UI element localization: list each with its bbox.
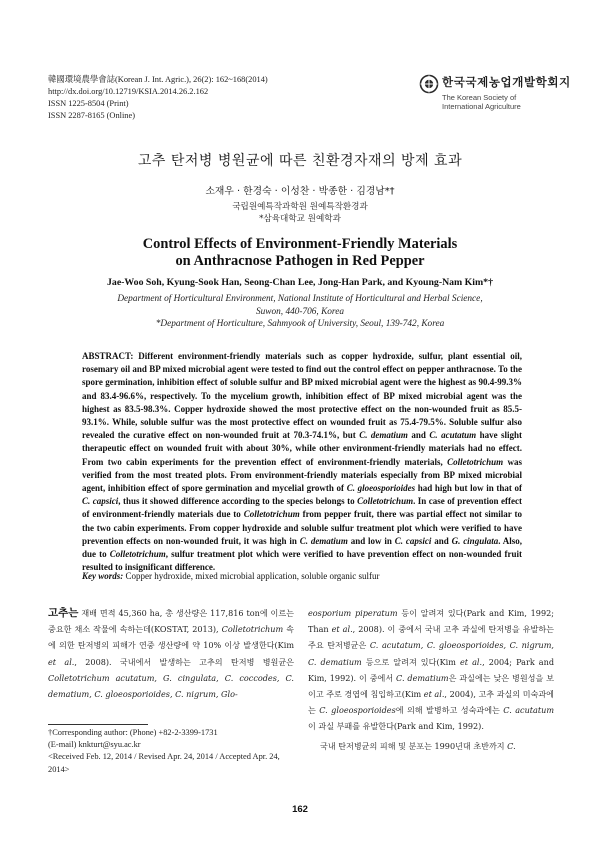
society-name-english: The Korean Society of International Agriculture [442,93,521,111]
abstract-text: from pepper fruit, there was partial effect not similar to the two cabin experiments. From copper hydroxide and soluble sulfur treatment plot which were verified to have prevention effects on non-wounded fruit, it was high in [82,509,522,546]
citation-etal: et al [331,624,351,635]
citation-etal: et al [423,689,442,700]
body-paragraph [308,605,554,735]
issn-print: ISSN 1225-8504 (Print) [48,99,129,108]
english-affiliations [0,293,600,331]
keywords-label: Key words: [82,571,124,581]
footnote [48,727,298,776]
korean-affiliation: 국립원예특작과학원 원예특작환경과 [232,202,368,212]
species-name: C. capsici [394,535,432,546]
abstract [82,350,522,574]
journal-citation [48,74,268,122]
species-name: C. capsici [82,496,119,507]
species-name: C. acutatum [503,705,554,716]
lead-word: 고추는 [48,607,79,619]
body-text: 등이 알려져 있다(Park and Kim, 1992; Than [308,608,554,635]
species-name: Colletotrichum [109,549,166,560]
citation-etal: et al [459,656,480,667]
korean-title: 고추 탄저병 병원균에 따른 친환경자재의 방제 효과 [137,153,463,169]
abstract-text: and [434,535,449,546]
corresponding-author: †Corresponding author: (Phone) +82-2-3399-1731 [48,728,218,737]
korean-affiliation: *삼육대학교 원예학과 [259,214,341,224]
body-text: ., 2004; Park and Kim, 1992). 이 중에서 [308,656,555,683]
english-affiliation: Suwon, 440-706, Korea [256,306,344,317]
abstract-text: and low in [350,535,392,546]
body-text: ., 2008). 이 중에서 국내 고추 과실에 탄저병을 유발하는 주요 탄저병균은 [308,624,554,651]
species-name: Colletotrichum [243,509,300,520]
society-logo [419,74,571,118]
abstract-text: . Also, due to [82,535,523,560]
species-name: G. cingulata [451,535,499,546]
society-name-korean: 한국국제농업개발학회지 [442,75,571,89]
body-column-left [48,605,294,702]
species-name: C. dematium [396,672,449,683]
body-text: 등으로 알려져 있다(Kim [365,656,456,667]
journal-name-line: 韓國環境農學會誌(Korean J. Int. Agric.), 26(2): 162~168(2014) [48,75,268,84]
species-name: Colletotrichum acutatum, G. cingulata, C. coccodes, C. dematium, C. gloeosporioides, C. nigrum, Glo- [48,672,294,700]
doi-link[interactable]: http://dx.doi.org/10.12719/KSIA.2014.26.2.162 [48,87,209,96]
species-name: C. dematium [359,430,408,441]
abstract-text: was verified from the most treated plots. From environment-friendly materials especially from BP mixed microbial agent, inhibition effect of spore germination and mycelial growth of [82,456,523,494]
abstract-text: have slight therapeutic effect on wounded fruit with about 30%, while other environment-friendly materials had no effect. From two cabin experiments for the prevention effect of environment-friendly materials, [82,430,523,467]
keywords-text: Copper hydroxide, mixed microbial application, soluble organic sulfur [125,571,380,581]
abstract-text: and [411,430,426,441]
species-name: C. dematium [299,535,348,546]
footnote-divider [48,724,148,725]
body-text: 에 의해 발병하고 성숙과에는 [395,705,500,716]
abstract-text: had high but low in that of [417,483,523,494]
citation-etal: et al [48,656,72,667]
species-name: C. gloeosporioides [319,705,396,716]
keywords [82,570,522,582]
body-text: ., 2004), 고추 과실의 미숙과에는 [308,689,554,716]
english-title [0,236,600,270]
english-title-line: Control Effects of Environment-Friendly Materials [142,236,458,252]
english-affiliation: *Department of Horticulture, Sahmyook of University, Seoul, 139-742, Korea [155,319,445,330]
body-text: 속에 의한 탄저병의 피해가 연중 생산량에 약 10% 이상 발생한다(Kim [48,624,294,651]
body-text: 재배 면적 45,360 ha, 총 생산량은 117,816 ton에 이르는 중요한 채소 작물에 속하는데(KOSTAT, 2013), [48,608,295,635]
abstract-text: . In case of prevention effect of environment-friendly materials due to [82,496,523,520]
page-number: 162 [292,804,308,815]
species-name: C. acutatum, C. gloeosporioides, C. nigrum, C. dematium [308,640,554,667]
species-name: C. acutatum [429,430,477,441]
author-email[interactable]: (E-mail) knkturt@syu.ac.kr [48,740,141,750]
species-name: C. gloeosporioides [346,483,416,494]
species-name: C. [507,740,516,751]
english-affiliation: Department of Horticultural Environment, National Institute of Horticultural and Herbal Science, [117,294,483,304]
body-column-right [308,605,554,754]
body-text: 국내 탄저병균의 피해 및 분포는 1990년대 초반까지 [320,740,505,751]
abstract-text: Different environment-friendly materials such as copper hydroxide, sulfur, plant essential oil, rosemary oil and BP mixed microbial agent were tested to find out the control effect on pepper anthracnose. To the spore germination, inhibition effect of soluble sulfur and BP mixed microbial agent were the highest as 90.4-99.3% and 83.4-96.6%, respectively. To the mycelium growth, inhibition effect of BP mixed microbial agent was the highest as 83.5-98.3%. Copper hydroxide showed the most protective effect on the non-wounded fruit as 85.5-93.1%. While, soluble sulfur was the most protective effect on wounded fruit as 75.4-79.5%. Soluble sulfur also revealed the curative effect on non-wounded fruit at 70.3-74.1%, but [82,351,522,441]
english-title-line: on Anthracnose Pathogen in Red Pepper [175,253,425,269]
english-authors: Jae-Woo Soh, Kyung-Sook Han, Seong-Chan Lee, Jong-Han Park, and Kyoung-Nam Kim*† [107,277,493,288]
body-paragraph [308,738,554,754]
korean-affiliations [0,201,600,225]
species-name: Colletotrichum [447,456,504,467]
abstract-label: ABSTRACT: [82,351,134,361]
body-text: ., 2008). 국내에서 발생하는 고추의 탄저병 병원균은 [71,656,294,667]
body-text: 이 과실 부패를 유발한다(Park and Kim, 1992). [308,721,484,732]
korean-authors: 소재우 · 한경숙 · 이성찬 · 박종한 · 김경남*† [205,186,395,197]
species-name: eosporium piperatum [308,608,398,618]
issn-online: ISSN 2287-8165 (Online) [48,111,136,120]
society-emblem-icon [419,74,439,94]
abstract-text: , thus it showed difference according to the species belongs to [118,496,355,507]
body-text: 은 과실에는 낮은 병원성을 보이고 주로 경엽에 침입하고(Kim [308,672,554,700]
species-name: Colletotrichum [221,624,284,635]
received-dates: <Received Feb. 12, 2014 / Revised Apr. 24, 2014 / Accepted Apr. 24, 2014> [48,752,280,774]
abstract-text: , sulfur treatment plot which were verified to have prevention effect on non-wounded fruit resulted to insignificant difference. [82,549,522,573]
species-name: Colletotrichum [357,496,414,507]
